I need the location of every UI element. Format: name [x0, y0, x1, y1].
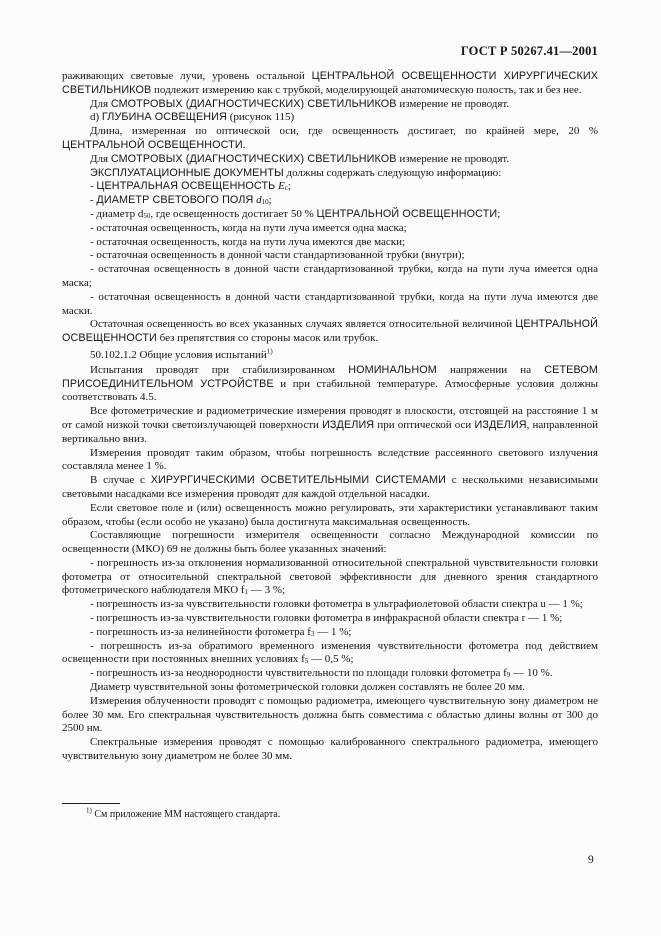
list-item: - ЦЕНТРАЛЬНАЯ ОСВЕЩЕННОСТЬ $E_c$;: [90, 180, 291, 193]
footnote: $^{1)}$ См приложение ММ настоящего стандарта.: [86, 806, 281, 820]
error-item: - погрешность из-за обратимого временного изменения чувствительности фотометра под действием освещенности при постоянных внешних условиях $f_5$ — 0,5 %;: [62, 639, 598, 666]
list-item: - остаточная освещенность, когда на пути луча имеются две маски;: [90, 235, 406, 248]
paragraph: Составляющие погрешности измерителя освещенности согласно Международной комиссии по освещенности (МКО) 69 не должны быть более указанных значений:: [62, 529, 598, 556]
list-item: - ДИАМЕТР СВЕТОВОГО ПОЛЯ $d_{10}$;: [90, 194, 272, 207]
paragraph: Измерения проводят таким образом, чтобы погрешность вследствие рассеянного светового излучения составляла менее 1 %.: [62, 446, 598, 473]
paragraph: раживающих световые лучи, уровень остальной ЦЕНТРАЛЬНОЙ ОСВЕЩЕННОСТИ ХИРУРГИЧЕСКИХ СВЕТИЛЬНИКОВ подлежит измерению как с трубкой, моделирующей анатомическую полость, так и без нее.: [62, 70, 599, 96]
paragraph: Испытания проводят при стабилизированном НОМИНАЛЬНОМ напряжении на СЕТЕВОМ ПРИСОЕДИНИТЕЛЬНОМ УСТРОЙСТВЕ и при стабильной температуре. Атмосферные условия должны соответствовать 4.5.: [62, 363, 598, 404]
subitem-d: d) ГЛУБИНА ОСВЕЩЕНИЯ (рисунок 115): [90, 111, 295, 124]
paragraph: Для СМОТРОВЫХ (ДИАГНОСТИЧЕСКИХ) СВЕТИЛЬНИКОВ измерение не проводят.: [90, 97, 510, 110]
document-body: [62, 70, 598, 764]
paragraph: ЭКСПЛУАТАЦИОННЫЕ ДОКУМЕНТЫ должны содержать следующую информацию:: [90, 166, 502, 179]
list-item: - остаточная освещенность в донной части стандартизованной трубки, когда на пути луча имеется одна маска;: [62, 263, 598, 289]
list-item: - диаметр $d_{50}$, где освещенность достигает 50 % ЦЕНТРАЛЬНОЙ ОСВЕЩЕННОСТИ;: [90, 207, 501, 220]
section-heading: 50.102.1.2 Общие условия испытаний$^{1)}$: [90, 347, 273, 361]
paragraph: Все фотометрические и радиометрические измерения проводят в плоскости, отстоящей на расстояние 1 м от самой низкой точки светоизлучающей поверхности ИЗДЕЛИЯ при оптической оси ИЗДЕЛИЯ, направленной вертикально вниз.: [62, 405, 598, 445]
error-item: - погрешность из-за чувствительности головки фотометра в инфракрасной области спектра r — 1 %;: [90, 612, 563, 625]
paragraph: В случае с ХИРУРГИЧЕСКИМИ ОСВЕТИТЕЛЬНЫМИ СИСТЕМАМИ с несколькими независимыми световыми насадками все измерения проводят для каждой отдельной насадки.: [62, 474, 598, 500]
list-item: - остаточная освещенность в донной части стандартизованной трубки, когда на пути луча имеются две маски.: [62, 290, 598, 317]
document-header: ГОСТ Р 50267.41—2001: [460, 44, 598, 58]
list-item: - остаточная освещенность, когда на пути луча имеется одна маска;: [90, 221, 407, 234]
paragraph: Для СМОТРОВЫХ (ДИАГНОСТИЧЕСКИХ) СВЕТИЛЬНИКОВ измерение не проводят.: [90, 152, 510, 165]
footnote-separator: [62, 803, 120, 804]
page-number: 9: [588, 854, 594, 866]
error-item: - погрешность из-за отклонения нормализованной относительной спектральной чувствительности головки фотометра от относительной спектральной световой эффективности для дневного зрения стандартного фотометрического наблюдателя МКО $f_1$ — 3 %;: [62, 556, 598, 597]
error-item: - погрешность из-за нелинейности фотометра $f_3$ — 1 %;: [90, 625, 352, 638]
paragraph: Если световое поле и (или) освещенность можно регулировать, эти характеристики устанавливают таким образом, чтобы (если особо не указано) была достигнута максимальная освещенность.: [62, 501, 598, 528]
error-item: - погрешность из-за неоднородности чувствительности по площади головки фотометра $f_9$ — 10 %.: [90, 667, 553, 680]
paragraph: Остаточная освещенность во всех указанных случаях является относительной величиной ЦЕНТРАЛЬНОЙ ОСВЕЩЕННОСТИ без препятствия со стороны масок или трубок.: [62, 318, 598, 345]
paragraph: Измерения облученности проводят с помощью радиометра, имеющего чувствительную зону диаметром не более 30 мм. Его спектральная чувствительность должна быть совместима с областью длины волны от 300 до 2500 нм.: [62, 694, 598, 735]
error-item: - погрешность из-за чувствительности головки фотометра в ультрафиолетовой области спектра u — 1 %;: [90, 598, 583, 611]
paragraph: Спектральные измерения проводят с помощью калиброванного спектрального радиометра, имеющего чувствительную зону диаметром не более 30 мм.: [62, 736, 598, 763]
list-item: - остаточная освещенность в донной части стандартизованной трубки (внутри);: [90, 249, 465, 262]
paragraph: Длина, измеренная по оптической оси, где освещенность достигает, по крайней мере, 20 % ЦЕНТРАЛЬНОЙ ОСВЕЩЕННОСТИ.: [62, 125, 598, 151]
paragraph: Диаметр чувствительной зоны фотометрической головки должен составлять не более 20 мм.: [90, 681, 525, 694]
